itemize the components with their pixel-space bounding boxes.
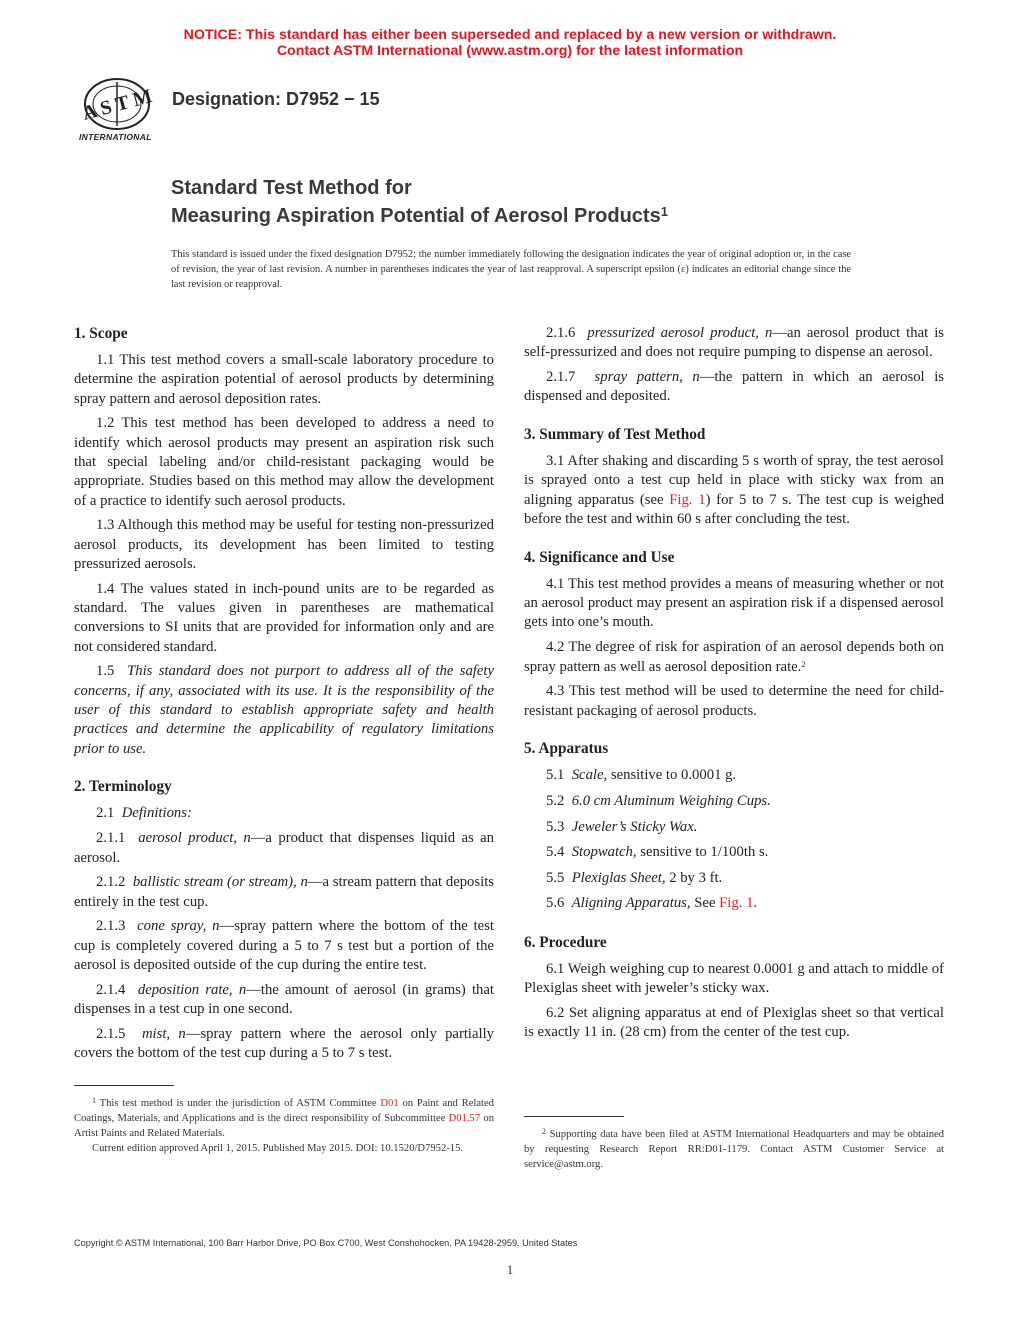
significance-para-2: 4.2 The degree of risk for aspiration of an aerosol depends both on spray pattern as well as aerosol deposition rate.$^2$	[524, 639, 944, 675]
scope-para-5: 1.5 This standard does not purport to address all of the safety concerns, if any, associated with its use. It is the responsibility of the user of this standard to establish appropriate safety and health practices and determine the applicability of regulatory limitations prior to use.	[74, 663, 495, 757]
procedure-heading: 6. Procedure	[524, 934, 607, 952]
scope-para-2: 1.2 This test method has been developed to address a need to identify which aerosol products may present an aspiration risk such that special labeling and/or child-resistant packaging would be appropriate. Studies based on this method may allow the development of a practice to identify such aerosol products.	[74, 415, 494, 509]
copyright: Copyright © ASTM International, 100 Barr Harbor Drive, PO Box C700, West Conshohocken, PA 19428-2959. United States	[74, 1238, 578, 1248]
footnote-2-mark: 2	[801, 659, 806, 669]
apparatus-item: 5.3 Jeweler’s Sticky Wax.	[546, 818, 698, 835]
page-number: 1	[506, 1262, 514, 1277]
subcommittee-d01-57-link[interactable]: D01.57	[448, 1113, 481, 1124]
apparatus-item: 5.5 Plexiglas Sheet, 2 by 3 ft.	[546, 869, 723, 886]
significance-para-3: 4.3 This test method will be used to determine the need for child-resistant packaging of aerosol products.	[524, 683, 944, 719]
apparatus-item: 5.1 Scale, sensitive to 0.0001 g.	[546, 767, 737, 784]
fig-1-link[interactable]: Fig. 1	[669, 491, 706, 508]
scope-para-4: 1.4 The values stated in inch-pound units are to be regarded as standard. The values given in parentheses are mathematical conversions to SI units that are provided for information only and are not considered standard.	[74, 580, 494, 655]
title-line-2: Measuring Aspiration Potential of Aerosol Products$^1$	[171, 204, 668, 227]
footnote-divider-left	[74, 1085, 174, 1086]
committee-d01-link[interactable]: D01	[380, 1098, 399, 1109]
term-2-1-6: 2.1.6 pressurized aerosol product, n—an aerosol product that is self-pressurized and does not require pumping to dispense an aerosol.	[524, 325, 945, 361]
term-2-1-5: 2.1.5 mist, n—spray pattern where the aerosol only partially covers the bottom of the test cup during a 5 to 7 s test.	[74, 1025, 495, 1062]
terminology-heading: 2. Terminology	[74, 778, 172, 796]
notice-line-1: NOTICE: This standard has either been superseded and replaced by a new version or withdrawn.	[183, 27, 837, 43]
summary-heading: 3. Summary of Test Method	[524, 426, 706, 444]
term-2-1-3: 2.1.3 cone spray, n—spray pattern where the bottom of the test cup is completely covered during a 5 to 7 s test but a portion of the aerosol is deposited outside of the cup during the entire test.	[74, 918, 494, 974]
right-column	[524, 324, 944, 1048]
apparatus-heading: 5. Apparatus	[524, 740, 609, 758]
svg-text:A S T M: A S T M	[80, 85, 155, 125]
edition-note: Current edition approved April 1, 2015. Published May 2015. DOI: 10.1520/D7952-15.	[92, 1143, 464, 1154]
apparatus-item: 5.2 6.0 cm Aluminum Weighing Cups.	[546, 793, 771, 810]
apparatus-item: 5.4 Stopwatch, sensitive to 1/100th s.	[546, 844, 769, 861]
term-2-1-1: 2.1.1 aerosol product, n—a product that dispenses liquid as an aerosol.	[74, 830, 495, 866]
title-line-1: Standard Test Method for	[171, 177, 412, 199]
title-footnote-mark: 1	[660, 204, 668, 219]
designation: Designation: D7952 − 15	[172, 89, 380, 109]
apparatus-item: 5.6 Aligning Apparatus, See Fig. 1.	[546, 895, 758, 912]
notice-line-2: Contact ASTM International (www.astm.org) for the latest information	[276, 43, 744, 59]
document-title	[171, 174, 668, 230]
fig-1-link[interactable]: Fig. 1	[719, 895, 754, 912]
procedure-para-1: 6.1 Weigh weighing cup to nearest 0.0001 g and attach to middle of Plexiglas sheet with jeweler’s sticky wax.	[524, 961, 944, 997]
summary-para-1: 3.1 After shaking and discarding 5 s worth of spray, the test aerosol is sprayed onto a test cup held in place with sticky wax from an aligning apparatus (see Fig. 1) for 5 to 7 s. The test cup is weighed before the test and within 60 s after concluding the test.	[524, 453, 945, 528]
significance-heading: 4. Significance and Use	[524, 548, 675, 566]
astm-logo	[72, 76, 162, 144]
scope-para-3: 1.3 Although this method may be useful for testing non-pressurized aerosol products, its development has been limited to testing pressurized aerosols.	[74, 517, 494, 572]
footnote-1: $^1$ This test method is under the jurisdiction of ASTM Committee D01 on Paint and Related Coatings, Materials, and Applications and is the direct responsibility of Subcommittee D01.57 on Artist Paints and Related Materials. Current edition approved April 1, 2015. Published May 2015. DOI: 10.1520/D7952-15.	[74, 1096, 494, 1154]
procedure-para-2: 6.2 Set aligning apparatus at end of Plexiglas sheet so that vertical is exactly 11 in. (28 cm) from the center of the test cup.	[524, 1005, 944, 1041]
significance-para-1: 4.1 This test method provides a means of measuring whether or not an aerosol product may present an aspiration risk if a dispensed aerosol gets into one’s mouth.	[524, 575, 944, 631]
scope-para-1: 1.1 This test method covers a small-scale laboratory procedure to determine the aspiration potential of aerosol products by determining spray pattern and aerosol deposition rates.	[74, 352, 494, 407]
scope-heading: 1. Scope	[74, 325, 128, 342]
footnote-2: $^2$ Supporting data have been filed at ASTM International Headquarters and may be obtained by requesting Research Report RR:D01-1179. Contact ASTM Customer Service at service@astm.org.	[524, 1127, 944, 1170]
footnote-divider-right	[524, 1116, 624, 1117]
term-2-1-7: 2.1.7 spray pattern, n—the pattern in which an aerosol is dispensed and deposited.	[524, 369, 944, 405]
issue-note: This standard is issued under the fixed designation D7952; the number immediately following the designation indicates the year of original adoption or, in the case of revision, the year of last revision. A number in parentheses indicates the year of last reapproval. A superscript epsilon (ε) indicates an editorial change since the last revision or reapproval.	[171, 249, 851, 290]
withdrawal-notice	[0, 27, 1020, 59]
definitions-label: 2.1 Definitions:	[96, 805, 192, 822]
left-column	[74, 324, 494, 1069]
term-2-1-2: 2.1.2 ballistic stream (or stream), n—a stream pattern that deposits entirely in the test cup.	[74, 874, 494, 910]
logo-text: INTERNATIONAL	[79, 132, 152, 142]
term-2-1-4: 2.1.4 deposition rate, n—the amount of aerosol (in grams) that dispenses in a test cup in one second.	[74, 981, 494, 1018]
